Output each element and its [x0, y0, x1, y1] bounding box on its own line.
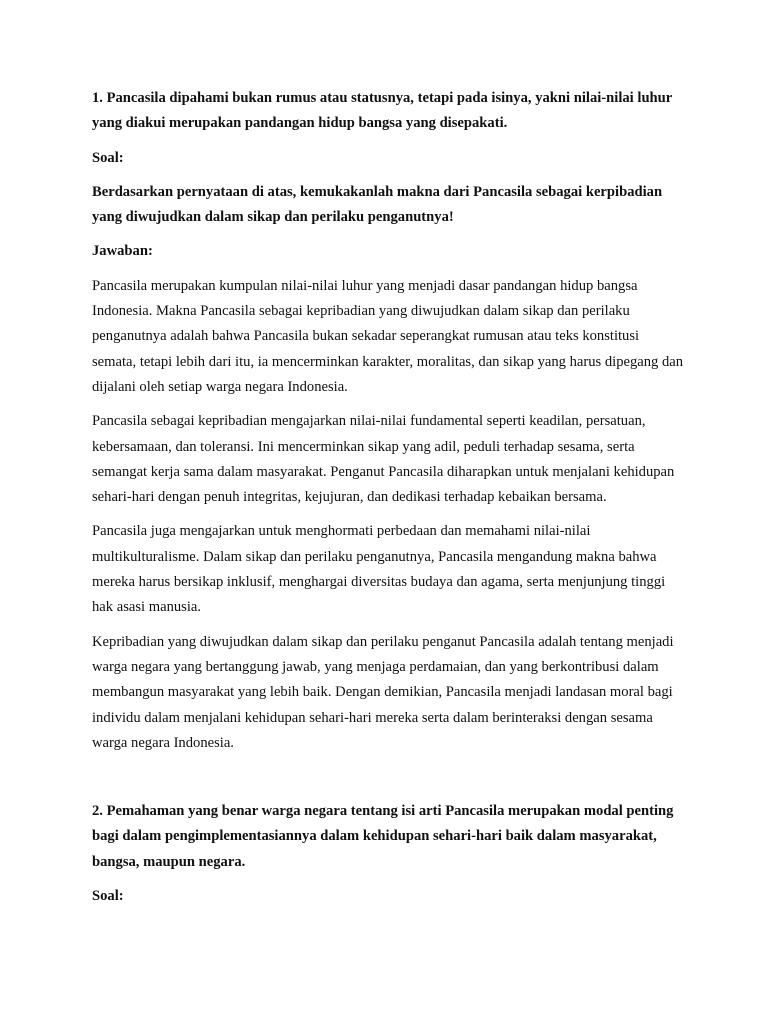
answer-paragraph-3: Pancasila juga mengajarkan untuk menghormati perbedaan dan memahami nilai-nilai multikulturalisme. Dalam sikap dan perilaku penganutnya, Pancasila mengandung makna bahwa mereka harus bersikap inklusif, menghargai diversitas budaya dan agama, serta menjunjung tinggi hak asasi manusia. [92, 523, 666, 616]
answer-paragraph-1: Pancasila merupakan kumpulan nilai-nilai luhur yang menjadi dasar pandangan hidup bangsa Indonesia. Makna Pancasila sebagai kepribadian yang diwujudkan dalam sikap dan perilaku penganutnya adalah bahwa Pancasila bukan sekadar seperangkat rumusan atau teks konstitusi semata, tetapi lebih dari itu, ia mencerminkan karakter, moralitas, dan sikap yang harus dipegang dan dijalani oleh setiap warga negara Indonesia. [92, 277, 684, 395]
section-spacer [92, 765, 684, 799]
soal-label-2: Soal: [92, 888, 124, 905]
jawaban-label-1: Jawaban: [92, 243, 153, 260]
soal-text-1: Berdasarkan pernyataan di atas, kemukakanlah makna dari Pancasila sebagai kerpibadian yang diwujudkan dalam sikap dan perilaku penganutnya! [92, 183, 663, 226]
soal-label-1: Soal: [92, 149, 124, 166]
answer-paragraph-2: Pancasila sebagai kepribadian mengajarkan nilai-nilai fundamental seperti keadilan, persatuan, kebersamaan, dan toleransi. Ini mencerminkan sikap yang adil, peduli terhadap sesama, serta semangat kerja sama dalam masyarakat. Penganut Pancasila diharapkan untuk menjalani kehidupan sehari-hari dengan penuh integritas, kejujuran, dan dedikasi terhadap kebaikan bersama. [92, 413, 675, 506]
question-2: 2. Pemahaman yang benar warga negara tentang isi arti Pancasila merupakan modal penting bagi dalam pengimplementasiannya dalam kehidupan sehari-hari baik dalam masyarakat, bangsa, maupun negara. [92, 803, 674, 870]
answer-paragraph-4: Kepribadian yang diwujudkan dalam sikap dan perilaku penganut Pancasila adalah tentang menjadi warga negara yang bertanggung jawab, yang menjaga perdamaian, dan yang berkontribusi dalam membangun masyarakat yang lebih baik. Dengan demikian, Pancasila menjadi landasan moral bagi individu dalam menjalani kehidupan sehari-hari mereka serta dalam berinteraksi dengan sesama warga negara Indonesia. [92, 633, 674, 751]
question-1: 1. Pancasila dipahami bukan rumus atau statusnya, tetapi pada isinya, yakni nilai-nilai luhur yang diakui merupakan pandangan hidup bangsa yang disepakati. [92, 90, 673, 132]
document-page [92, 86, 684, 918]
